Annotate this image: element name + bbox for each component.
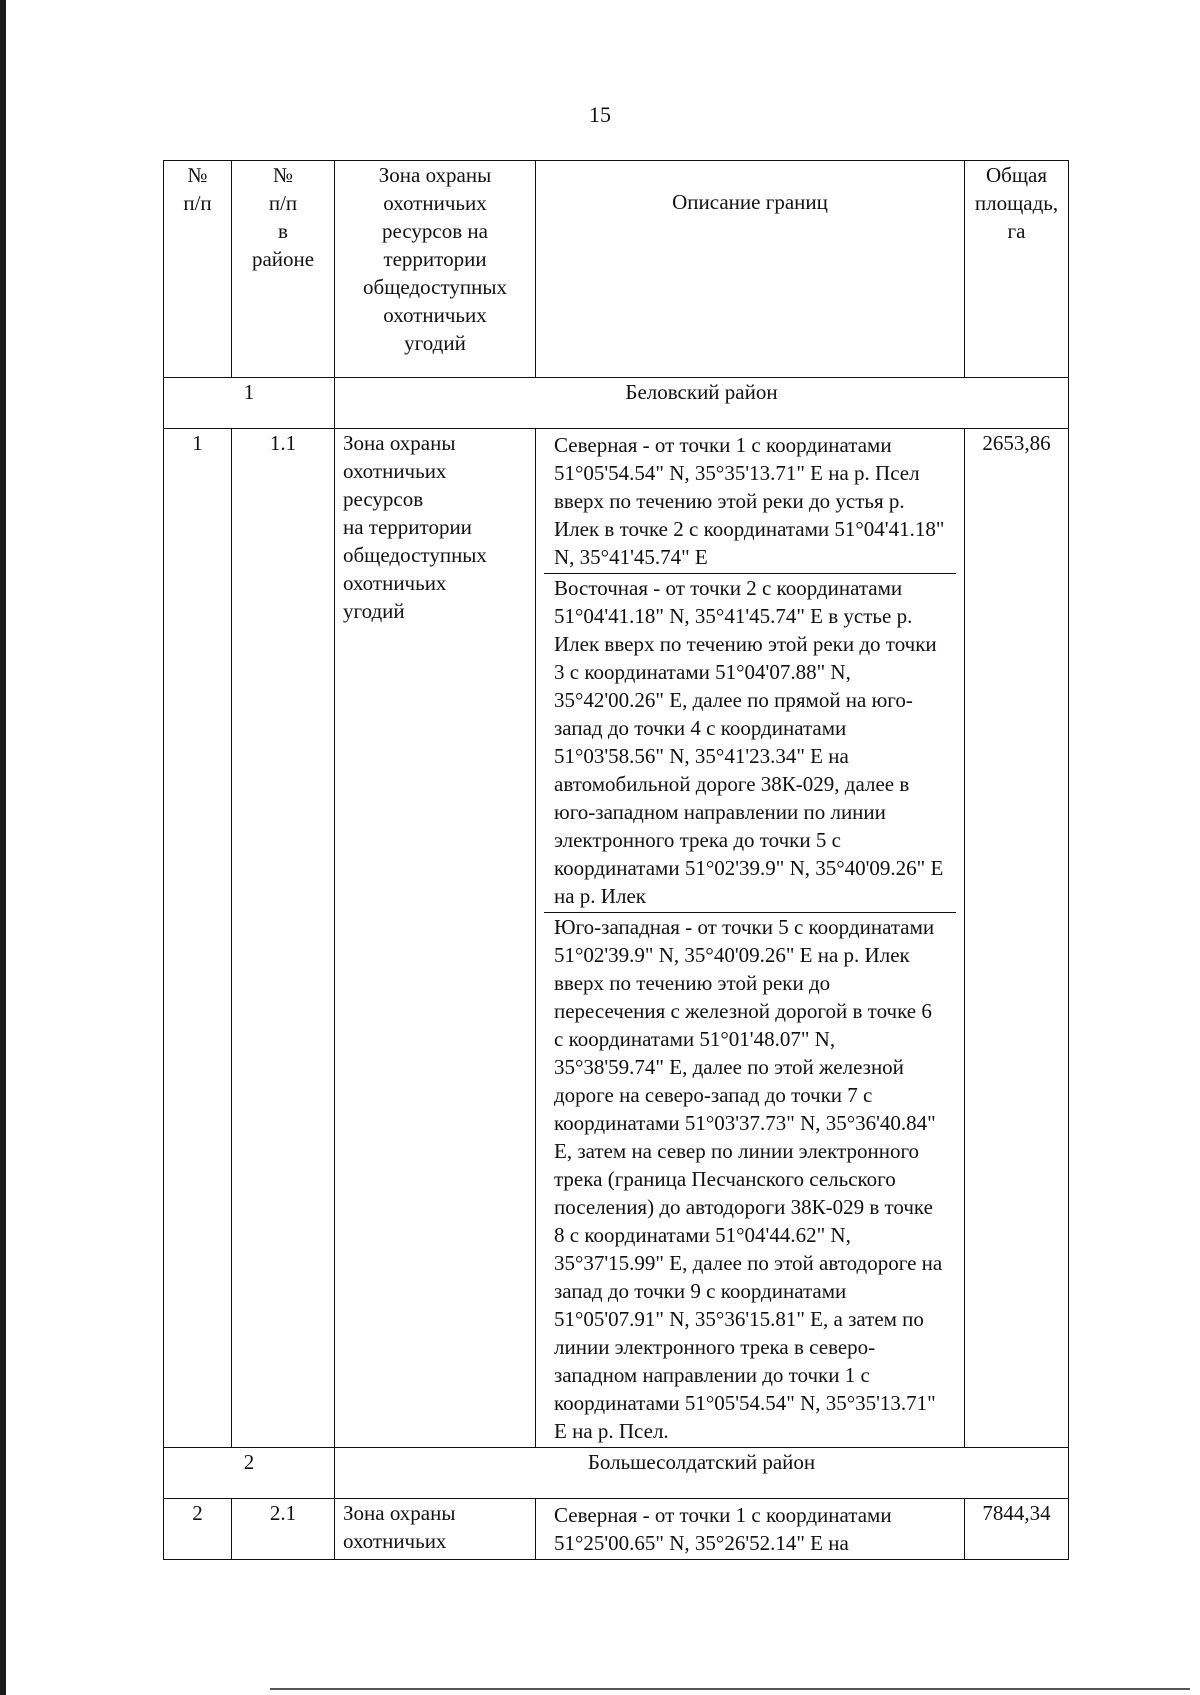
page-number: 15 bbox=[589, 102, 611, 127]
section-row bbox=[164, 1448, 1069, 1499]
boundaries-table bbox=[163, 160, 1069, 1560]
header-description: Описание границ bbox=[536, 161, 965, 378]
header-zone: Зона охраны охотничьих ресурсов на территории общедоступных охотничьих угодий bbox=[335, 161, 536, 378]
row-zone: Зона охраны охотничьих ресурсов на территории общедоступных охотничьих угодий bbox=[335, 429, 536, 1448]
section-number: 1 bbox=[164, 378, 335, 429]
boundary-east: Восточная - от точки 2 с координатами 51°04'41.18" N, 35°41'45.74" E в устье р. Илек вверх по течению этой реки до точки 3 с координатами 51°04'07.88" N, 35°42'00.26" E, далее по прямой на юго-запад до точки 4 с координатами 51°03'58.56" N, 35°41'23.34" E на автомобильной дороге 38К-029, далее в юго-западном направлении по линии электронного трека до точки 5 с координатами 51°02'39.9" N, 35°40'09.26" E на р. Илек bbox=[544, 573, 956, 912]
scan-left-edge bbox=[0, 0, 6, 1695]
row-number-in-district: 1.1 bbox=[232, 429, 335, 1448]
section-name: Большесолдатский район bbox=[335, 1448, 1069, 1499]
header-number-in-district: № п/п в районе bbox=[232, 161, 335, 378]
scan-bottom-line bbox=[270, 1688, 1190, 1690]
header-number: № п/п bbox=[164, 161, 232, 378]
boundary-north: Северная - от точки 1 с координатами 51°05'54.54" N, 35°35'13.71" E на р. Псел вверх по течению этой реки до устья р. Илек в точке 2 с координатами 51°04'41.18" N, 35°41'45.74" E bbox=[554, 433, 945, 569]
boundary-southwest: Юго-западная - от точки 5 с координатами 51°02'39.9" N, 35°40'09.26" E на р. Илек вверх по течению этой реки до пересечения с железной дорогой в точке 6 с координатами 51°01'48.07" N, 35°38'59.74" E, далее по этой железной дороге на северо-запад до точки 7 с координатами 51°03'37.73" N, 35°36'40.84" E, затем на север по линии электронного трека (граница Песчанского сельского поселения) до автодороги 38К-029 в точке 8 с координатами 51°04'44.62" N, 35°37'15.99" E, далее по этой автодороге на запад до точки 9 с координатами 51°05'07.91" N, 35°36'15.81" E, а затем по линии электронного трека в северо-западном направлении до точки 1 с координатами 51°05'54.54" N, 35°35'13.71" E на р. Псел. bbox=[544, 912, 956, 1447]
row-area: 2653,86 bbox=[965, 429, 1069, 1448]
row-number-in-district: 2.1 bbox=[232, 1499, 335, 1560]
row-number: 2 bbox=[164, 1499, 232, 1560]
section-row bbox=[164, 378, 1069, 429]
boundary-north: Северная - от точки 1 с координатами 51°25'00.65" N, 35°26'52.14" E на bbox=[554, 1503, 892, 1555]
table-header-row bbox=[164, 161, 1069, 378]
row-description bbox=[536, 429, 965, 1448]
row-area: 7844,34 bbox=[965, 1499, 1069, 1560]
section-number: 2 bbox=[164, 1448, 335, 1499]
table-row bbox=[164, 1499, 1069, 1560]
row-zone: Зона охраны охотничьих bbox=[335, 1499, 536, 1560]
table-row bbox=[164, 429, 1069, 1448]
section-name: Беловский район bbox=[335, 378, 1069, 429]
row-description bbox=[536, 1499, 965, 1560]
row-number: 1 bbox=[164, 429, 232, 1448]
header-area: Общая площадь, га bbox=[965, 161, 1069, 378]
